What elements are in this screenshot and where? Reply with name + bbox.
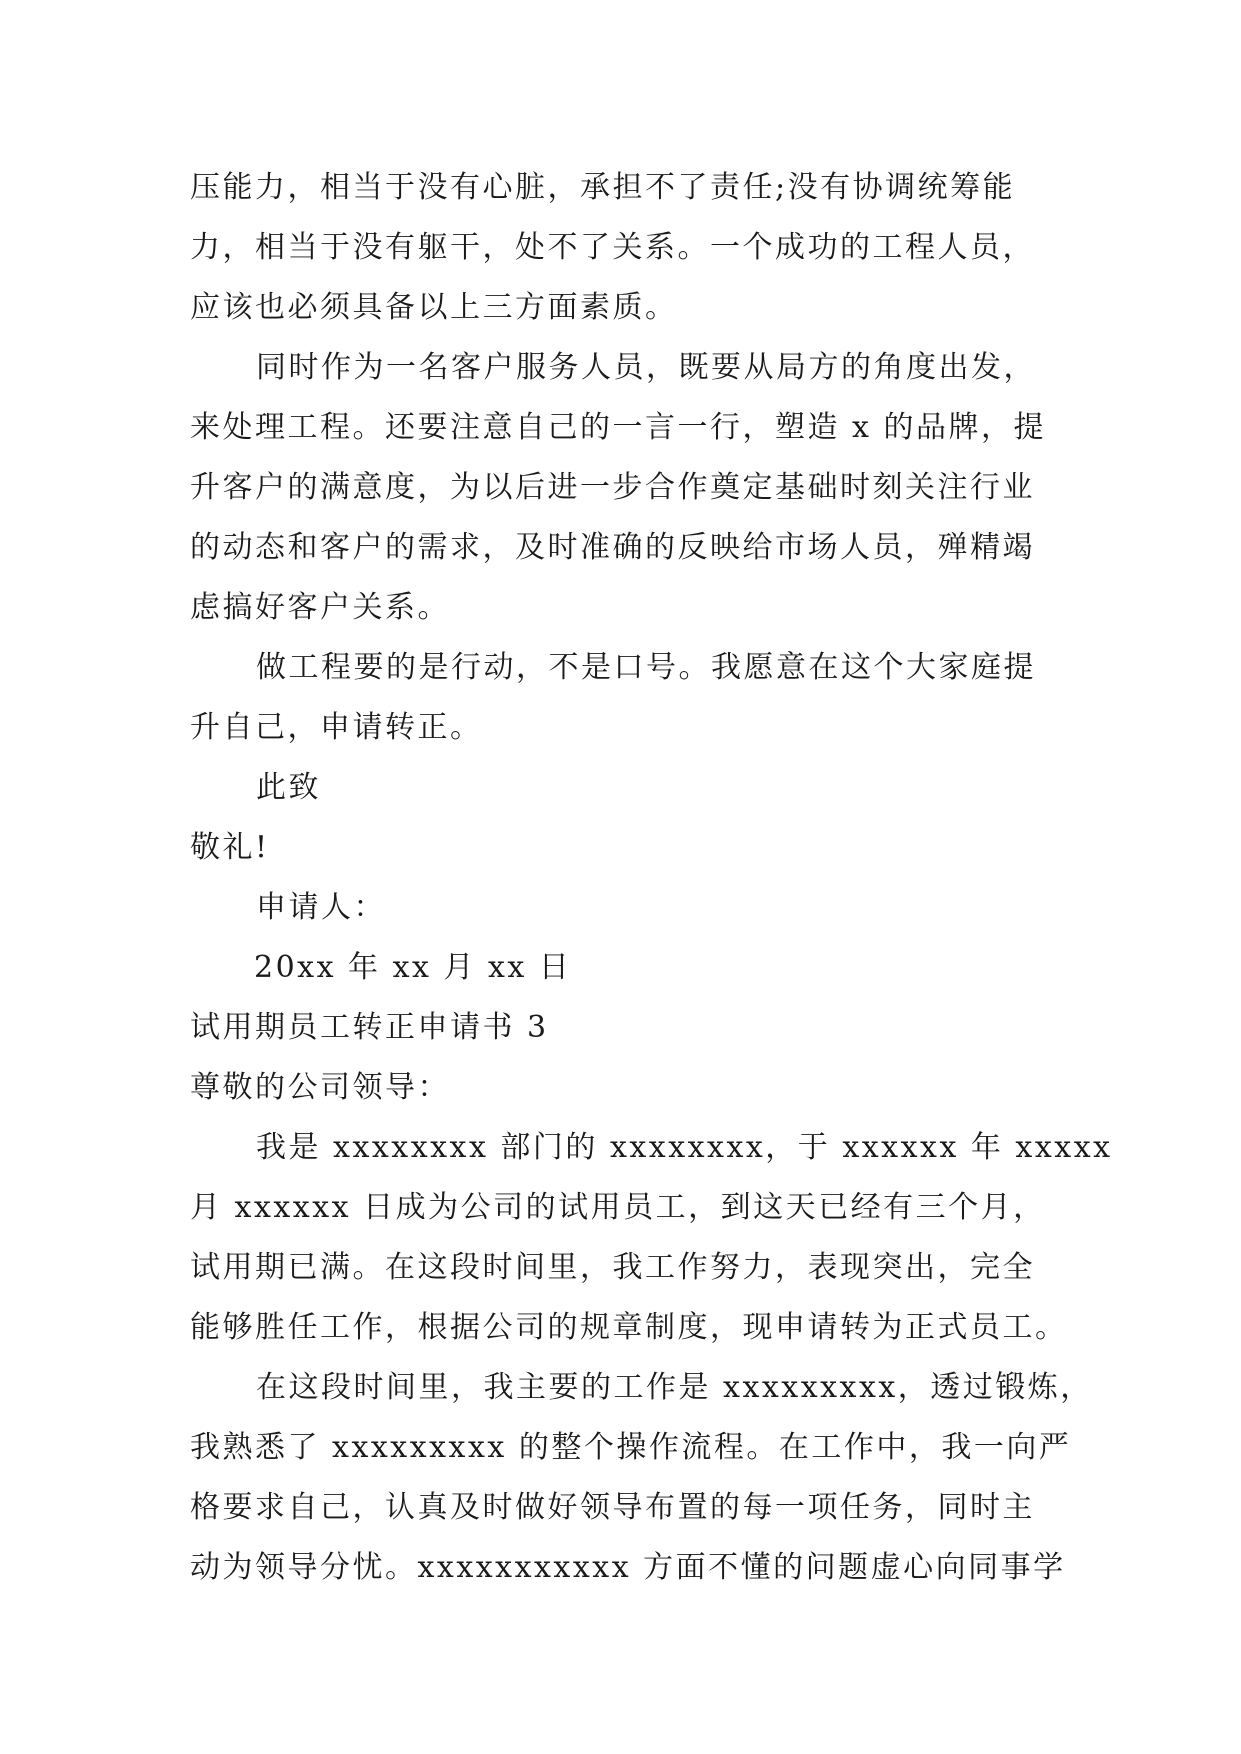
section-title: 试用期员工转正申请书 3 [190,1010,549,1045]
paragraph-first-line: 做工程要的是行动，不是口号。我愿意在这个大家庭提 [256,650,1036,685]
closing-regards: 敬礼! [190,830,270,865]
body-text-line: 格要求自己，认真及时做好领导布置的每一项任务，同时主 [190,1490,1035,1525]
body-text-line: 压能力，相当于没有心脏，承担不了责任;没有协调统筹能 [190,170,1016,205]
document-page [190,158,1113,1598]
body-text-line: 月 xxxxxx 日成为公司的试用员工，到这天已经有三个月， [190,1190,1046,1225]
closing-salutation: 此致 [256,770,321,805]
body-text-line: 试用期已满。在这段时间里，我工作努力，表现突出，完全 [190,1250,1035,1285]
paragraph-first-line: 在这段时间里，我主要的工作是 xxxxxxxxx，透过锻炼， [256,1370,1093,1405]
body-text-line: 能够胜任工作，根据公司的规章制度，现申请转为正式员工。 [190,1310,1068,1345]
body-text-line: 虑搞好客户关系。 [190,590,450,625]
body-text-line: 来处理工程。还要注意自己的一言一行，塑造 x 的品牌，提 [190,410,1046,445]
body-text-line: 我熟悉了 xxxxxxxxx 的整个操作流程。在工作中，我一向严 [190,1430,1072,1465]
letter-greeting: 尊敬的公司领导： [190,1070,450,1105]
body-text-line: 升自己，申请转正。 [190,710,483,745]
body-text-line: 升客户的满意度，为以后进一步合作奠定基础时刻关注行业 [190,470,1035,505]
paragraph-first-line: 我是 xxxxxxxx 部门的 xxxxxxxx，于 xxxxxx 年 xxxxx [256,1130,1113,1165]
body-text-line: 力，相当于没有躯干，处不了关系。一个成功的工程人员， [190,230,1035,265]
letter-date: 20xx 年 xx 月 xx 日 [254,950,572,985]
body-text-line: 动为领导分忧。xxxxxxxxxxx 方面不懂的问题虚心向同事学 [190,1550,1066,1585]
body-text-line: 的动态和客户的需求，及时准确的反映给市场人员，殚精竭 [190,530,1035,565]
body-text-line: 应该也必须具备以上三方面素质。 [190,290,678,325]
applicant-signature-label: 申请人： [256,890,386,925]
paragraph-first-line: 同时作为一名客户服务人员，既要从局方的角度出发， [256,350,1036,385]
